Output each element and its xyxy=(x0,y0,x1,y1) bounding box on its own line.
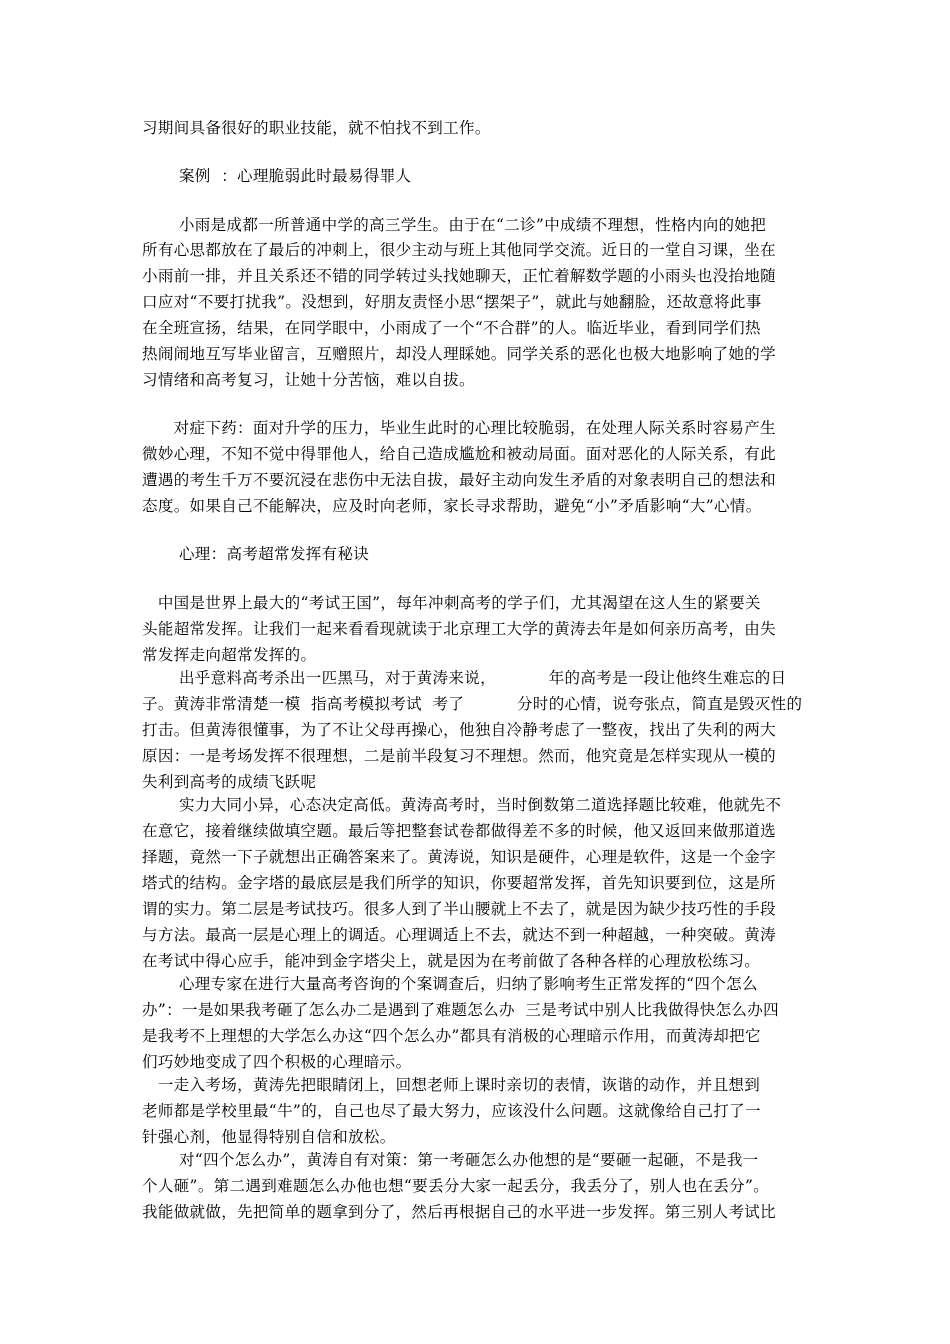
text-line: 是我考不上理想的大学怎么办这“四个怎么办”都具有消极的心理暗示作用，而黄涛却把它 xyxy=(142,1027,761,1045)
text-line: 态度。如果自己不能解决，应及时向老师，家长寻求帮助，避免“小”矛盾影响“大”心情。 xyxy=(142,497,762,515)
text-line: 们巧妙地变成了四个积极的心理暗示。 xyxy=(142,1053,412,1071)
text-line: 在意它，接着继续做填空题。最后等把整套试卷都做得差不多的时候，他又返回来做那道选 xyxy=(142,822,777,840)
text-line: 常发挥走向超常发挥的。 xyxy=(142,646,317,664)
text-line: 热闹闹地互写毕业留言，互赠照片，却没人理睬她。同学关系的恶化也极大地影响了她的学 xyxy=(142,345,777,363)
text-line: 谓的实力。第二层是考试技巧。很多人到了半山腰就上不去了，就是因为缺少技巧性的手段 xyxy=(142,900,777,918)
text-line: 我能做就做，先把简单的题拿到分了，然后再根据自己的水平进一步发挥。第三别人考试比 xyxy=(142,1203,777,1221)
case-heading: 案例 ：心理脆弱此时最易得罪人 xyxy=(142,167,412,185)
text-line: 打击。但黄涛很懂事，为了不让父母再操心，他独自冷静考虑了一整夜，找出了失利的两大 xyxy=(142,721,777,739)
text-line: 中国是世界上最大的“考试王国”，每年冲刺高考的学子们，尤其渴望在这人生的紧要关 xyxy=(142,594,761,612)
text-line: 心理专家在进行大量高考咨询的个案调查后，归纳了影响考生正常发挥的“四个怎么 xyxy=(142,975,758,993)
text-line: 针强心剂，他显得特别自信和放松。 xyxy=(142,1128,396,1146)
text-line: 个人砸”。第二遇到难题怎么办他也想“要丢分大家一起丢分，我丢分了，别人也在丢分”。 xyxy=(142,1177,770,1195)
text-line: 在全班宣扬，结果，在同学眼中，小雨成了一个“不合群”的人。临近毕业，看到同学们热 xyxy=(142,319,761,337)
text-line: 择题，竟然一下子就想出正确答案来了。黄涛说，知识是硬件，心理是软件，这是一个金字 xyxy=(142,848,777,866)
text-line: 办”：一是如果我考砸了怎么办二是遇到了难题怎么办 三是考试中别人比我做得快怎么办四 xyxy=(142,1001,779,1019)
text-line: 口应对“不要打扰我”。没想到，好朋友责怪小思“摆架子”，就此与她翻脸，还故意将此事 xyxy=(142,293,762,311)
text-line: 实力大同小异，心态决定高低。黄涛高考时，当时倒数第二道选择题比较难，他就先不 xyxy=(142,796,782,814)
text-line: 小雨是成都一所普通中学的高三学生。由于在“二诊”中成绩不理想，性格内向的她把 xyxy=(142,216,767,234)
text-line: 失利到高考的成绩飞跃呢 xyxy=(142,773,317,791)
text-line: 头能超常发挥。让我们一起来看看现就读于北京理工大学的黄涛去年是如何亲历高考，由失 xyxy=(142,620,777,638)
text-line: 一走入考场，黄涛先把眼睛闭上，回想老师上课时亲切的表情，诙谐的动作，并且想到 xyxy=(142,1076,761,1094)
text-line: 习情绪和高考复习，让她十分苦恼，难以自拔。 xyxy=(142,371,475,389)
text-line: 子。黄涛非常清楚一模 指高考模拟考试 考了 分时的心情，说夸张点，简直是毁灭性的 xyxy=(142,695,803,713)
text-line: 对症下药：面对升学的压力，毕业生此时的心理比较脆弱，在处理人际关系时容易产生 xyxy=(142,419,776,437)
text-line: 对“四个怎么办”，黄涛自有对策：第一考砸怎么办他想的是“要砸一起砸，不是我一 xyxy=(142,1151,759,1169)
text-line: 塔式的结构。金字塔的最底层是我们所学的知识，你要超常发挥，首先知识要到位，这是所 xyxy=(142,874,777,892)
text-line: 老师都是学校里最“牛”的，自己也尽了最大努力，应该没什么问题。这就像给自己打了一 xyxy=(142,1102,761,1120)
text-line: 在考试中得心应手，能冲到金字塔尖上，就是因为在考前做了各种各样的心理放松练习。 xyxy=(142,952,761,970)
text-line: 所有心思都放在了最后的冲刺上，很少主动与班上其他同学交流。近日的一堂自习课，坐在 xyxy=(142,241,777,259)
text-line: 小雨前一排，并且关系还不错的同学转过头找她聊天，正忙着解数学题的小雨头也没抬地随 xyxy=(142,267,777,285)
text-line: 习期间具备很好的职业技能，就不怕找不到工作。 xyxy=(142,119,491,137)
section-heading: 心理：高考超常发挥有秘诀 xyxy=(142,545,370,563)
text-line: 与方法。最高一层是心理上的调适。心理调适上不去，就达不到一种超越，一种突破。黄涛 xyxy=(142,926,777,944)
text-line: 出乎意料高考杀出一匹黑马，对于黄涛来说， 年的高考是一段让他终生难忘的日 xyxy=(142,669,787,687)
text-line: 遭遇的考生千万不要沉浸在悲伤中无法自拔，最好主动向发生矛盾的对象表明自己的想法和 xyxy=(142,471,777,489)
text-line: 微妙心理，不知不觉中得罪他人，给自己造成尴尬和被动局面。面对恶化的人际关系，有此 xyxy=(142,445,777,463)
text-line: 原因：一是考场发挥不很理想，二是前半段复习不理想。然而，他究竟是怎样实现从一模的 xyxy=(142,747,777,765)
